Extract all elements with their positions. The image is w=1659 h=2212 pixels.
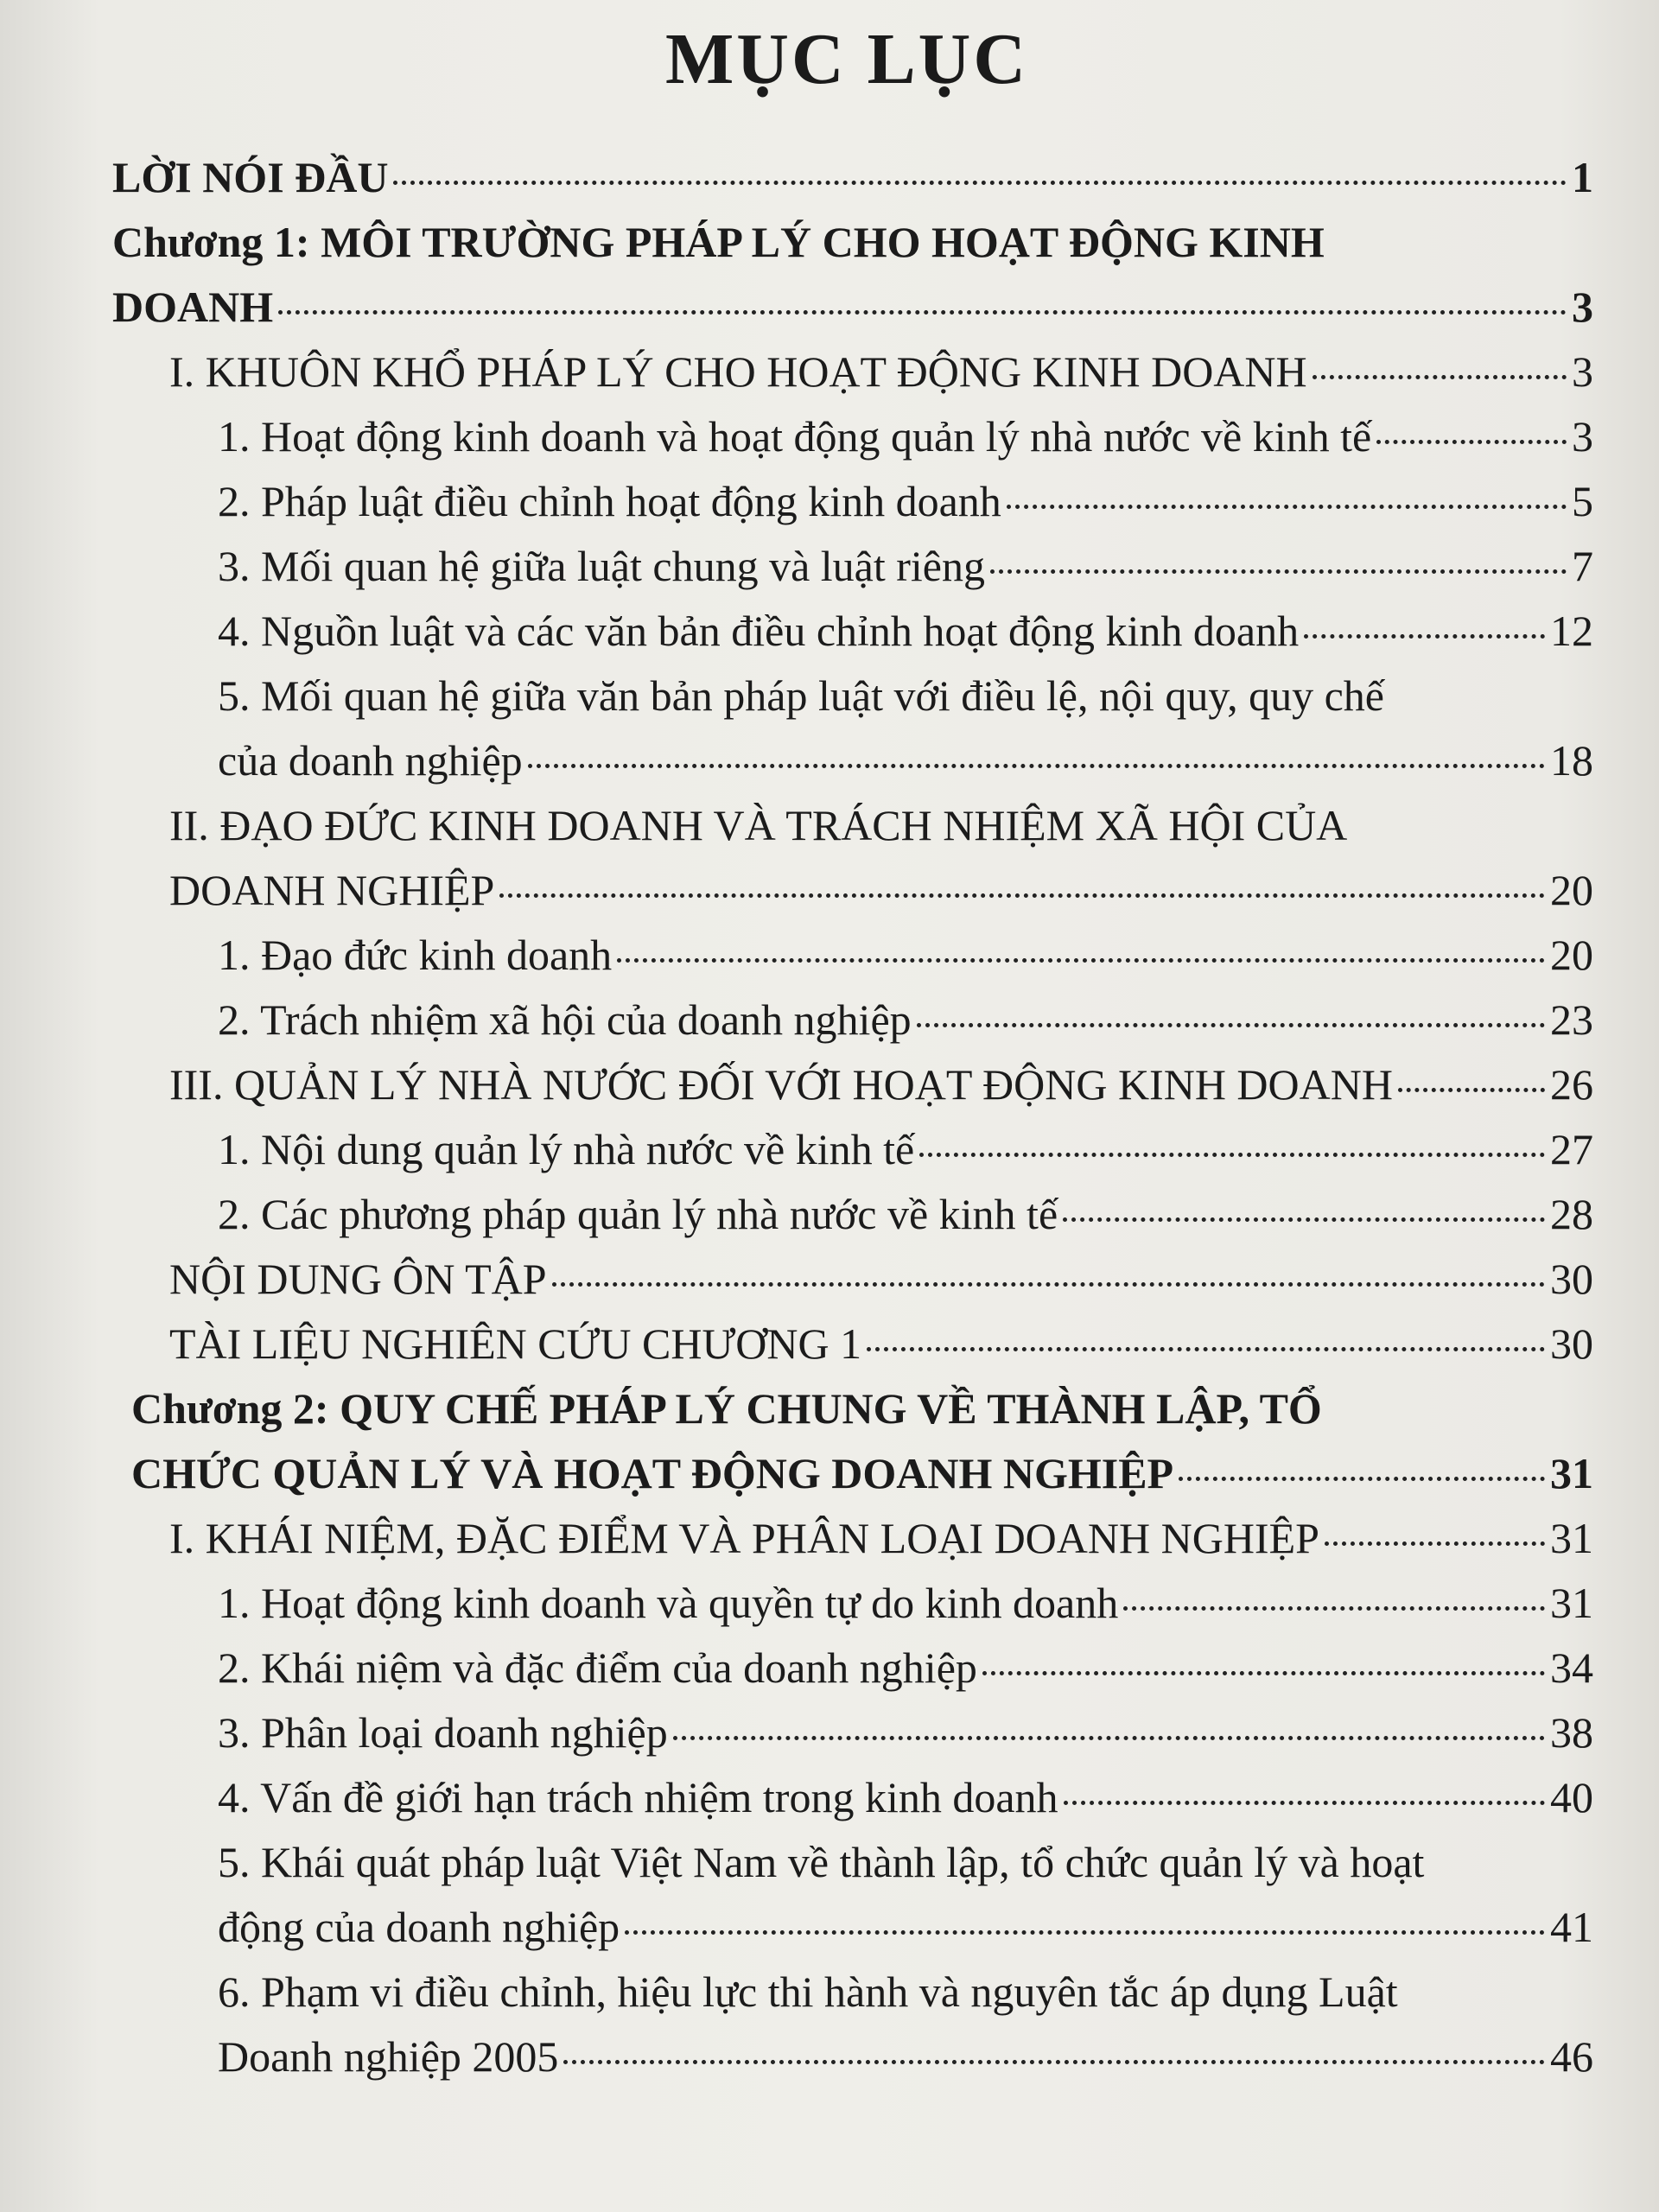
toc-entry-ch1-section-2[interactable] — [0, 858, 1659, 923]
toc-entry-ch2-s1-item-5[interactable] — [0, 1895, 1659, 1960]
toc-page-number: 12 — [1550, 607, 1593, 655]
dot-leader — [1313, 375, 1567, 379]
toc-entry-ch1-section-3[interactable] — [0, 1052, 1659, 1117]
toc-entry-ch2-s1-item-4[interactable] — [0, 1765, 1659, 1830]
toc-entry-chapter-1-line1[interactable]: Chương 1: MÔI TRƯỜNG PHÁP LÝ CHO HOẠT ĐỘNG KINH — [112, 218, 1325, 266]
dot-leader — [625, 1930, 1545, 1935]
dot-leader — [1376, 440, 1567, 444]
toc-entry-chapter-1[interactable] — [0, 275, 1659, 340]
dot-leader — [673, 1736, 1545, 1740]
toc-page-number: 31 — [1550, 1579, 1593, 1627]
toc-entry-ch1-s1-item-3[interactable] — [0, 534, 1659, 599]
toc-entry-label: 4. Nguồn luật và các văn bản điều chỉnh hoạt động kinh doanh — [218, 607, 1300, 655]
toc-entry-preface[interactable] — [0, 145, 1659, 210]
toc-page-number: 41 — [1550, 1903, 1593, 1951]
dot-leader — [278, 310, 1567, 315]
dot-leader — [1304, 634, 1545, 639]
dot-leader — [528, 764, 1545, 768]
dot-leader — [919, 1153, 1545, 1157]
dot-leader — [393, 181, 1567, 185]
toc-entry-label: của doanh nghiệp — [218, 736, 523, 785]
dot-leader — [1064, 1801, 1545, 1805]
toc-entry-ch2-s1-item-6-line1[interactable]: 6. Phạm vi điều chỉnh, hiệu lực thi hành và nguyên tắc áp dụng Luật — [218, 1967, 1398, 2016]
toc-page-number: 3 — [1572, 412, 1593, 461]
toc-entry-ch2-s1-item-1[interactable] — [0, 1571, 1659, 1636]
toc-entry-label: 2. Các phương pháp quản lý nhà nước về kinh tế — [218, 1190, 1058, 1238]
toc-page-number: 27 — [1550, 1125, 1593, 1173]
dot-leader — [1123, 1606, 1545, 1611]
toc-entry-label: DOANH NGHIỆP — [169, 866, 495, 914]
page-title: MỤC LỤC — [665, 19, 1028, 99]
dot-leader — [990, 569, 1567, 574]
toc-entry-ch1-s1-item-5[interactable] — [0, 728, 1659, 793]
toc-page-number: 30 — [1550, 1319, 1593, 1368]
toc-page-number: 30 — [1550, 1255, 1593, 1303]
toc-entry-ch1-s1-item-5-line1[interactable]: 5. Mối quan hệ giữa văn bản pháp luật với điều lệ, nội quy, quy chế — [218, 671, 1384, 720]
toc-page-number: 40 — [1550, 1773, 1593, 1821]
toc-entry-ch1-section-1[interactable] — [0, 340, 1659, 404]
dot-leader — [1325, 1541, 1545, 1546]
toc-entry-ch1-references[interactable] — [0, 1312, 1659, 1376]
toc-entry-label: III. QUẢN LÝ NHÀ NƯỚC ĐỐI VỚI HOẠT ĐỘNG KINH DOANH — [169, 1060, 1393, 1109]
toc-page-number: 38 — [1550, 1708, 1593, 1757]
toc-entry-label: động của doanh nghiệp — [218, 1903, 620, 1951]
toc-entry-ch2-s1-item-3[interactable] — [0, 1700, 1659, 1765]
toc-page-number: 23 — [1550, 995, 1593, 1044]
toc-entry-ch1-review[interactable] — [0, 1247, 1659, 1312]
dot-leader — [982, 1671, 1545, 1675]
toc-page-number: 18 — [1550, 736, 1593, 785]
dot-leader — [499, 893, 1545, 898]
toc-entry-label: 2. Trách nhiệm xã hội của doanh nghiệp — [218, 995, 912, 1044]
toc-entry-ch1-s1-item-2[interactable] — [0, 469, 1659, 534]
toc-page-number: 3 — [1572, 283, 1593, 331]
toc-page-number: 5 — [1572, 477, 1593, 525]
dot-leader — [1398, 1088, 1545, 1092]
toc-page-number: 31 — [1550, 1514, 1593, 1562]
toc-entry-ch1-section-2-line1[interactable]: II. ĐẠO ĐỨC KINH DOANH VÀ TRÁCH NHIỆM XÃ HỘI CỦA — [169, 801, 1348, 849]
dot-leader — [867, 1347, 1545, 1351]
toc-entry-label: 1. Hoạt động kinh doanh và hoạt động quản lý nhà nước về kinh tế — [218, 412, 1372, 461]
toc-page-number: 7 — [1572, 542, 1593, 590]
toc-entry-ch1-s2-item-2[interactable] — [0, 988, 1659, 1052]
toc-entry-label: 1. Hoạt động kinh doanh và quyền tự do kinh doanh — [218, 1579, 1119, 1627]
dot-leader — [617, 958, 1545, 963]
toc-entry-chapter-2-line1[interactable]: Chương 2: QUY CHẾ PHÁP LÝ CHUNG VỀ THÀNH LẬP, TỔ — [131, 1384, 1322, 1433]
toc-entry-ch2-s1-item-5-line1[interactable]: 5. Khái quát pháp luật Việt Nam về thành lập, tổ chức quản lý và hoạt — [218, 1838, 1425, 1886]
toc-page-number: 46 — [1550, 2032, 1593, 2081]
toc-entry-chapter-2[interactable] — [0, 1441, 1659, 1506]
toc-entry-ch2-s1-item-2[interactable] — [0, 1636, 1659, 1700]
toc-page-number: 3 — [1572, 347, 1593, 396]
dot-leader — [1179, 1477, 1545, 1481]
table-of-contents — [0, 145, 1659, 2089]
toc-entry-ch2-s1-item-6[interactable] — [0, 2024, 1659, 2089]
toc-entry-ch1-s1-item-1[interactable] — [0, 404, 1659, 469]
dot-leader — [563, 2060, 1545, 2064]
toc-entry-ch1-s2-item-1[interactable] — [0, 923, 1659, 988]
toc-page-number: 28 — [1550, 1190, 1593, 1238]
dot-leader — [917, 1023, 1545, 1027]
toc-entry-label: TÀI LIỆU NGHIÊN CỨU CHƯƠNG 1 — [169, 1319, 862, 1368]
dot-leader — [1007, 505, 1567, 509]
toc-entry-label: 1. Đạo đức kinh doanh — [218, 931, 613, 979]
toc-page-number: 20 — [1550, 931, 1593, 979]
toc-page-number: 20 — [1550, 866, 1593, 914]
toc-entry-label: 3. Phân loại doanh nghiệp — [218, 1708, 668, 1757]
toc-entry-label: 2. Khái niệm và đặc điểm của doanh nghiệp — [218, 1643, 977, 1692]
toc-entry-label: LỜI NÓI ĐẦU — [112, 153, 389, 201]
dot-leader — [552, 1282, 1545, 1287]
toc-entry-label: 2. Pháp luật điều chỉnh hoạt động kinh doanh — [218, 477, 1001, 525]
toc-entry-ch1-s3-item-2[interactable] — [0, 1182, 1659, 1247]
toc-page-number: 34 — [1550, 1643, 1593, 1692]
toc-page-number: 31 — [1550, 1449, 1593, 1497]
toc-entry-label: 1. Nội dung quản lý nhà nước về kinh tế — [218, 1125, 915, 1173]
toc-page-number: 26 — [1550, 1060, 1593, 1109]
toc-entry-label: 4. Vấn đề giới hạn trách nhiệm trong kinh doanh — [218, 1773, 1058, 1821]
toc-entry-ch1-s1-item-4[interactable] — [0, 599, 1659, 664]
toc-page-number: 1 — [1572, 153, 1593, 201]
toc-entry-label: NỘI DUNG ÔN TẬP — [169, 1255, 547, 1303]
toc-entry-label: I. KHÁI NIỆM, ĐẶC ĐIỂM VÀ PHÂN LOẠI DOANH NGHIỆP — [169, 1514, 1319, 1562]
toc-entry-label: I. KHUÔN KHỔ PHÁP LÝ CHO HOẠT ĐỘNG KINH DOANH — [169, 347, 1307, 396]
toc-entry-label: DOANH — [112, 283, 274, 331]
toc-entry-ch1-s3-item-1[interactable] — [0, 1117, 1659, 1182]
toc-entry-label: 3. Mối quan hệ giữa luật chung và luật riêng — [218, 542, 985, 590]
dot-leader — [1063, 1217, 1545, 1222]
toc-entry-ch2-section-1[interactable] — [0, 1506, 1659, 1571]
toc-entry-label: CHỨC QUẢN LÝ VÀ HOẠT ĐỘNG DOANH NGHIỆP — [131, 1449, 1174, 1497]
toc-entry-label: Doanh nghiệp 2005 — [218, 2032, 559, 2081]
